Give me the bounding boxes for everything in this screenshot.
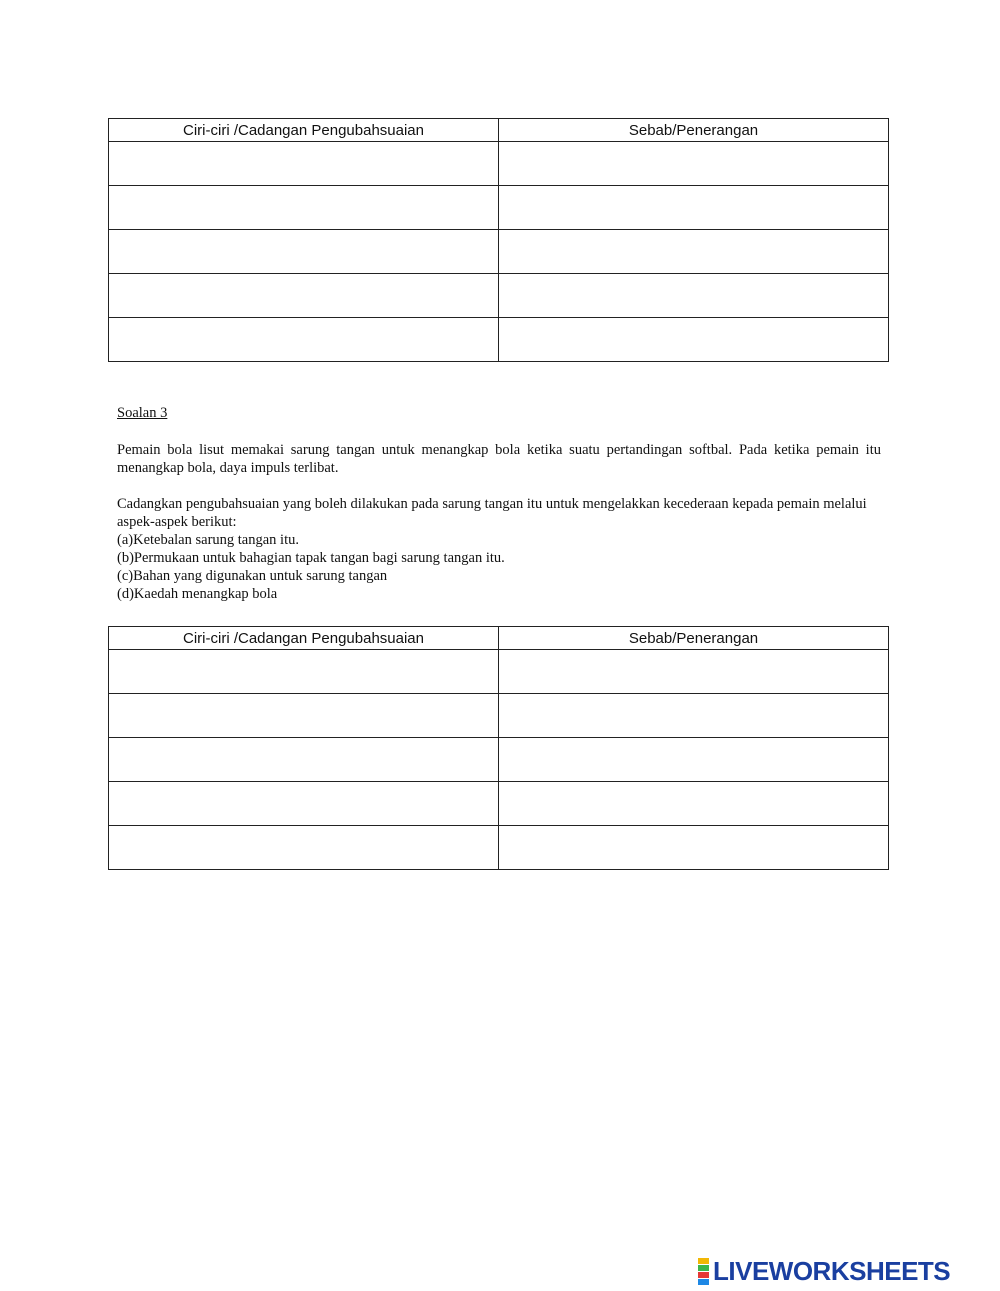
- answer-cell[interactable]: [109, 230, 499, 274]
- answer-table-1: [108, 118, 889, 362]
- answer-input[interactable]: [499, 782, 888, 825]
- answer-cell[interactable]: [109, 318, 499, 362]
- answer-cell[interactable]: [499, 230, 889, 274]
- table-row: [109, 738, 889, 782]
- table-row: [109, 694, 889, 738]
- answer-input[interactable]: [499, 694, 888, 737]
- logo-text: LIVEWORKSHEETS: [713, 1255, 951, 1286]
- logo-block: [698, 1265, 709, 1271]
- answer-cell[interactable]: [499, 782, 889, 826]
- table-header-row: [109, 119, 889, 142]
- answer-cell[interactable]: [109, 694, 499, 738]
- aspect-item: (d)Kaedah menangkap bola: [117, 586, 278, 602]
- table-row: [109, 142, 889, 186]
- answer-input[interactable]: [109, 782, 498, 825]
- answer-cell[interactable]: [499, 650, 889, 694]
- answer-cell[interactable]: [499, 318, 889, 362]
- answer-input[interactable]: [109, 826, 498, 869]
- answer-input[interactable]: [499, 650, 888, 693]
- column-header-modification: Ciri-ciri /Cadangan Pengubahsuaian: [109, 119, 499, 142]
- answer-cell[interactable]: [499, 738, 889, 782]
- question-paragraph: Pemain bola lisut memakai sarung tangan untuk menangkap bola ketika suatu pertandingan softbal. Pada ketika pemain itu menangkap bola, daya impuls terlibat.: [117, 442, 881, 476]
- question-instructions: [117, 495, 881, 603]
- answer-cell[interactable]: [109, 826, 499, 870]
- answer-cell[interactable]: [109, 186, 499, 230]
- answer-cell[interactable]: [499, 274, 889, 318]
- table-row: [109, 650, 889, 694]
- answer-input[interactable]: [499, 274, 888, 317]
- answer-input[interactable]: [499, 142, 888, 185]
- answer-input[interactable]: [499, 318, 888, 361]
- answer-input[interactable]: [109, 274, 498, 317]
- answer-input[interactable]: [499, 186, 888, 229]
- answer-input[interactable]: [109, 318, 498, 361]
- logo-block: [698, 1279, 709, 1285]
- answer-cell[interactable]: [499, 186, 889, 230]
- answer-cell[interactable]: [109, 274, 499, 318]
- answer-input[interactable]: [109, 650, 498, 693]
- answer-cell[interactable]: [109, 738, 499, 782]
- column-header-reason: Sebab/Penerangan: [499, 627, 889, 650]
- column-header-modification: Ciri-ciri /Cadangan Pengubahsuaian: [109, 627, 499, 650]
- answer-cell[interactable]: [109, 782, 499, 826]
- aspect-item: (a)Ketebalan sarung tangan itu.: [117, 532, 299, 548]
- table-row: [109, 230, 889, 274]
- answer-input[interactable]: [499, 230, 888, 273]
- answer-input[interactable]: [109, 186, 498, 229]
- answer-cell[interactable]: [499, 826, 889, 870]
- logo-block: [698, 1272, 709, 1278]
- table-row: [109, 274, 889, 318]
- table-header-row: [109, 627, 889, 650]
- answer-cell[interactable]: [109, 142, 499, 186]
- answer-cell[interactable]: [499, 694, 889, 738]
- aspect-item: (c)Bahan yang digunakan untuk sarung tangan: [117, 568, 388, 584]
- liveworksheets-logo: [698, 1255, 951, 1286]
- answer-input[interactable]: [499, 826, 888, 869]
- answer-table-2: [108, 626, 889, 870]
- table-row: [109, 186, 889, 230]
- table-row: [109, 318, 889, 362]
- table-row: [109, 782, 889, 826]
- table-row: [109, 826, 889, 870]
- aspect-item: (b)Permukaan untuk bahagian tapak tangan bagi sarung tangan itu.: [117, 550, 505, 566]
- column-header-reason: Sebab/Penerangan: [499, 119, 889, 142]
- answer-input[interactable]: [109, 738, 498, 781]
- answer-input[interactable]: [109, 694, 498, 737]
- logo-block: [698, 1258, 709, 1264]
- answer-input[interactable]: [109, 230, 498, 273]
- answer-input[interactable]: [499, 738, 888, 781]
- question-intro: Cadangkan pengubahsuaian yang boleh dilakukan pada sarung tangan itu untuk mengelakkan kecederaan kepada pemain melalui aspek-aspek berikut:: [117, 496, 867, 530]
- answer-cell[interactable]: [499, 142, 889, 186]
- answer-cell[interactable]: [109, 650, 499, 694]
- question-label: Soalan 3: [117, 405, 168, 421]
- logo-blocks-icon: [698, 1258, 709, 1285]
- answer-input[interactable]: [109, 142, 498, 185]
